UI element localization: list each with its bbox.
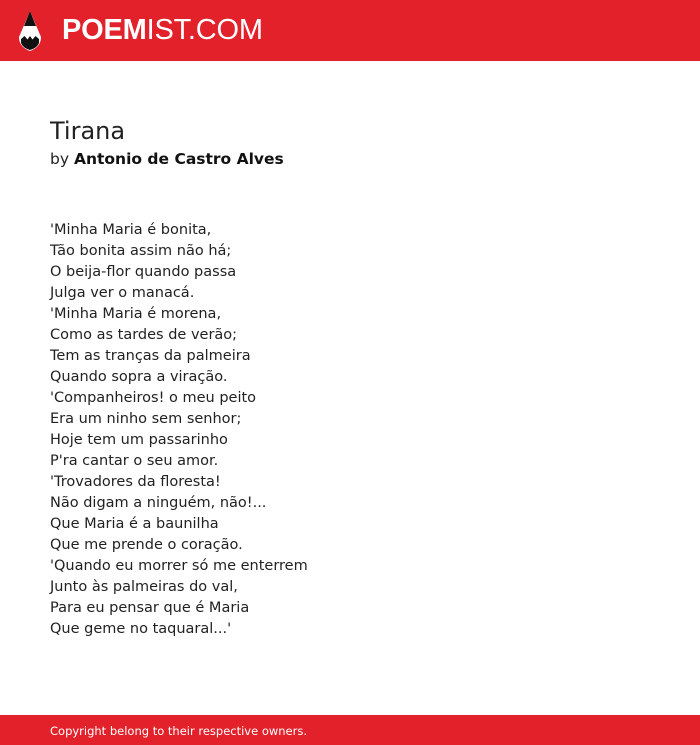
poem-line: O beija-flor quando passa xyxy=(50,264,237,280)
site-logo-link[interactable] xyxy=(17,8,263,53)
byline xyxy=(50,148,650,170)
poem-line: Hoje tem um passarinho xyxy=(50,432,228,448)
poem-line: Tão bonita assim não há; xyxy=(50,243,232,259)
poem-line: Não digam a ninguém, não!... xyxy=(50,495,267,511)
poem-line: Julga ver o manacá. xyxy=(50,285,195,301)
author-name[interactable]: Antonio de Castro Alves xyxy=(73,150,284,168)
poem-line: Junto às palmeiras do val, xyxy=(50,579,238,595)
logo-text xyxy=(62,16,263,45)
poem-line: Tem as tranças da palmeira xyxy=(50,348,251,364)
poem-line: 'Minha Maria é bonita, xyxy=(50,222,212,238)
poem-line: Que Maria é a baunilha xyxy=(50,516,219,532)
logo-text-light: IST.COM xyxy=(146,14,263,46)
poem-content xyxy=(50,116,650,640)
poem-line: 'Quando eu morrer só me enterrem xyxy=(50,558,308,574)
poem-line: Como as tardes de verão; xyxy=(50,327,238,343)
poem-body xyxy=(50,220,650,640)
poem-line: 'Companheiros! o meu peito xyxy=(50,390,257,406)
poem-line: Para eu pensar que é Maria xyxy=(50,600,250,616)
site-header xyxy=(0,0,700,61)
by-label: by xyxy=(50,150,70,168)
poem-line: 'Trovadores da floresta! xyxy=(50,474,221,490)
pencil-tip-icon xyxy=(17,10,43,52)
poem-line: Quando sopra a viração. xyxy=(50,369,228,385)
poem-title: Tirana xyxy=(50,117,126,145)
poem-line: Que me prende o coração. xyxy=(50,537,243,553)
poem-line: Que geme no taquaral...' xyxy=(50,621,232,637)
poem-line: P'ra cantar o seu amor. xyxy=(50,453,219,469)
site-footer xyxy=(0,715,700,745)
copyright-notice: Copyright belong to their respective owners. xyxy=(50,724,308,738)
poem-line: Era um ninho sem senhor; xyxy=(50,411,242,427)
poem-line: 'Minha Maria é morena, xyxy=(50,306,222,322)
logo-text-bold: POEM xyxy=(62,14,147,46)
